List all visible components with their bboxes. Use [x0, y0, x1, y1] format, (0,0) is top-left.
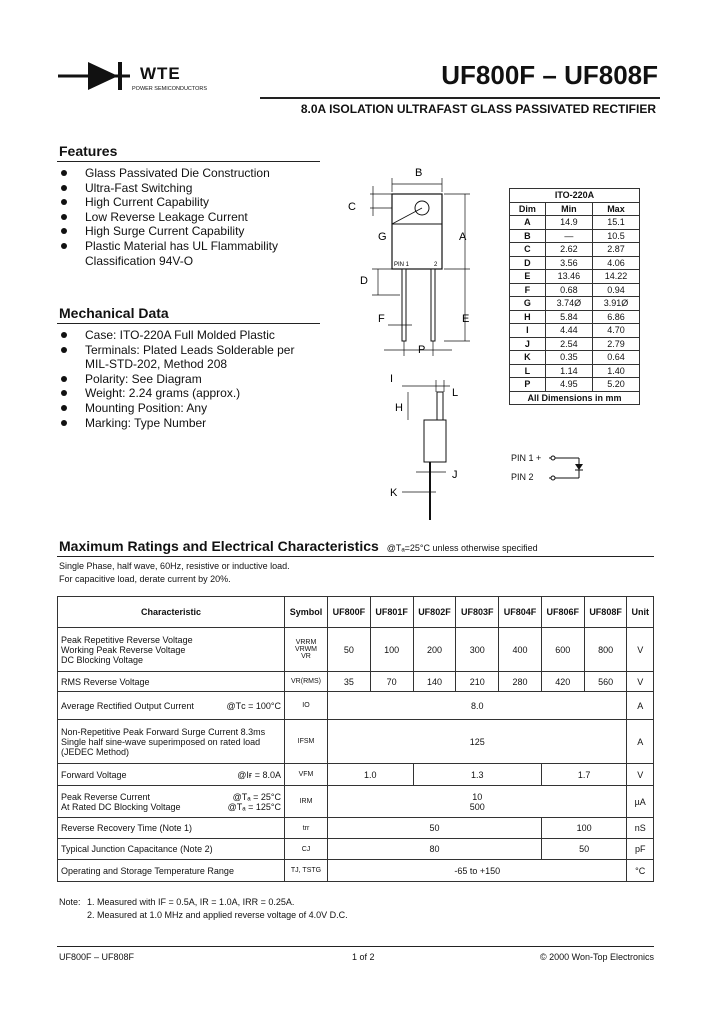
table-row	[58, 839, 654, 860]
cell: 2.87	[592, 243, 639, 257]
header-rule	[260, 97, 660, 99]
table-row	[510, 351, 640, 365]
cell: 3.56	[545, 256, 592, 270]
cell: 2.62	[545, 243, 592, 257]
cell: µA	[627, 786, 654, 818]
list-item: Glass Passivated Die Construction	[59, 166, 319, 181]
cell: V	[627, 672, 654, 692]
cell: H	[510, 310, 546, 324]
footer-rule	[57, 946, 654, 947]
cell: IO	[285, 692, 328, 720]
dim-label-c: C	[348, 201, 356, 213]
table-row	[510, 229, 640, 243]
table-row	[58, 860, 654, 882]
cell: VR(RMS)	[285, 672, 328, 692]
cell: 15.1	[592, 216, 639, 230]
cell: Operating and Storage Temperature Range	[58, 860, 285, 882]
cell: 5.20	[592, 378, 639, 392]
notes-label: Note:	[59, 897, 81, 907]
dim-label-e: E	[462, 313, 470, 325]
cell: —	[545, 229, 592, 243]
cell: VRWM	[294, 646, 318, 653]
table-row	[510, 283, 640, 297]
pin2-label: PIN 2	[511, 472, 534, 482]
pin-text: PIN 1	[394, 262, 410, 268]
cell: Peak Reverse Current	[61, 791, 151, 802]
cell: 210	[456, 672, 499, 692]
ratings-title	[59, 538, 538, 554]
cell: E	[510, 270, 546, 284]
dim-label-h: H	[395, 402, 403, 414]
column-header: UF808F	[584, 597, 627, 628]
table-row	[510, 378, 640, 392]
cell: 50	[541, 839, 627, 860]
cell: 100	[541, 818, 627, 839]
cell: VR	[301, 653, 311, 660]
cell: 1.0	[328, 764, 414, 786]
list-item: Plastic Material has UL Flammability Classification 94V-O	[59, 239, 295, 268]
cell: @Tₐ = 125°C	[227, 801, 281, 812]
cell: VRRM	[295, 639, 317, 646]
list-item: Ultra-Fast Switching	[59, 181, 319, 196]
cell: At Rated DC Blocking Voltage	[61, 801, 181, 812]
table-row	[58, 672, 654, 692]
cell: P	[510, 378, 546, 392]
list-item: High Surge Current Capability	[59, 224, 319, 239]
list-item: Weight: 2.24 grams (approx.)	[59, 386, 319, 401]
cell: 13.46	[545, 270, 592, 284]
cell: 125	[328, 720, 627, 764]
cell: 2.54	[545, 337, 592, 351]
cell: 50	[328, 628, 371, 672]
cell: F	[510, 283, 546, 297]
cell: 800	[584, 628, 627, 672]
cell: 10	[472, 791, 483, 802]
cell: Reverse Recovery Time (Note 1)	[58, 818, 285, 839]
cell: 500	[469, 801, 485, 812]
cell: G	[510, 297, 546, 311]
cell: Forward Voltage	[61, 769, 127, 780]
cell: A	[627, 692, 654, 720]
cell: trr	[285, 818, 328, 839]
footer-left: UF800F – UF808F	[59, 952, 135, 962]
cell: 600	[541, 628, 584, 672]
list-item: Marking: Type Number	[59, 416, 319, 431]
table-header: ITO-220A	[510, 189, 640, 203]
cell: V	[627, 764, 654, 786]
side-view-tab	[437, 392, 443, 420]
table-row	[58, 786, 654, 818]
cell: 100	[370, 628, 413, 672]
table-row	[58, 597, 654, 628]
cell: 300	[456, 628, 499, 672]
cell: 4.44	[545, 324, 592, 338]
dim-label-b: B	[415, 167, 423, 179]
cell: RMS Reverse Voltage	[58, 672, 285, 692]
dim-label-f: F	[378, 313, 385, 325]
logo-subtext: POWER SEMICONDUCTORS	[132, 86, 208, 92]
cell: D	[510, 256, 546, 270]
cell: 0.94	[592, 283, 639, 297]
table-row	[58, 764, 654, 786]
cell: 280	[499, 672, 542, 692]
logo	[58, 56, 218, 96]
table-row	[510, 297, 640, 311]
cell: J	[510, 337, 546, 351]
cell: Non-Repetitive Peak Forward Surge Current 8.3ms	[61, 726, 266, 737]
list-item: Mounting Position: Any	[59, 401, 319, 416]
notes	[59, 896, 348, 922]
dim-label-p: P	[418, 344, 426, 356]
cell: 1.40	[592, 364, 639, 378]
dim-label-l: L	[452, 387, 459, 399]
cell: 400	[499, 628, 542, 672]
column-header: Symbol	[285, 597, 328, 628]
cell: Single half sine-wave superimposed on rated load	[61, 736, 261, 747]
table-row	[510, 324, 640, 338]
cell: 14.22	[592, 270, 639, 284]
dim-label-i: I	[390, 373, 394, 385]
table-row	[510, 256, 640, 270]
cell: 1.3	[413, 764, 541, 786]
cell: 0.68	[545, 283, 592, 297]
dim-label-j: J	[452, 469, 458, 481]
logo-text: WTE	[140, 64, 181, 83]
cell: A	[510, 216, 546, 230]
mechanical-list	[59, 328, 319, 430]
cell: Average Rectified Output Current	[61, 700, 194, 711]
cell: 3.91Ø	[592, 297, 639, 311]
mechanical-rule	[57, 323, 320, 324]
cell: IRM	[285, 786, 328, 818]
pin-diode-icon	[549, 450, 591, 486]
column-header: UF804F	[499, 597, 542, 628]
cell: nS	[627, 818, 654, 839]
column-header: UF801F	[370, 597, 413, 628]
cell: 10.5	[592, 229, 639, 243]
features-rule	[57, 161, 320, 162]
list-item: Case: ITO-220A Full Molded Plastic	[59, 328, 319, 343]
pin1-label: PIN 1 +	[511, 453, 542, 463]
cell: 140	[413, 672, 456, 692]
ratings-note-2: For capacitive load, derate current by 20%.	[59, 574, 231, 584]
cell: Working Peak Reverse Voltage	[61, 644, 186, 655]
cell: pF	[627, 839, 654, 860]
cell: 3.74Ø	[545, 297, 592, 311]
table-row	[58, 628, 654, 672]
cell: TJ, TSTG	[285, 860, 328, 882]
table-row	[510, 337, 640, 351]
column-header: UF803F	[456, 597, 499, 628]
cell: Typical Junction Capacitance (Note 2)	[58, 839, 285, 860]
footer-page-number: 1 of 2	[352, 952, 375, 962]
cell: I	[510, 324, 546, 338]
column-header: Dim	[510, 202, 546, 216]
note-2: 2. Measured at 1.0 MHz and applied reverse voltage of 4.0V D.C.	[87, 910, 348, 920]
dim-label-a: A	[459, 231, 467, 243]
pin-two-text: 2	[434, 262, 438, 268]
side-view-body	[424, 420, 446, 462]
column-header: Min	[545, 202, 592, 216]
cell: 50	[328, 818, 542, 839]
table-row	[510, 216, 640, 230]
column-header: UF802F	[413, 597, 456, 628]
cell: 200	[413, 628, 456, 672]
ratings-title-text: Maximum Ratings and Electrical Characteristics	[59, 538, 379, 554]
dim-label-k: K	[390, 487, 398, 499]
dim-label-d: D	[360, 275, 368, 287]
list-item: Polarity: See Diagram	[59, 372, 319, 387]
cell: 4.95	[545, 378, 592, 392]
dim-label-g: G	[378, 231, 387, 243]
list-item: High Current Capability	[59, 195, 319, 210]
table-row	[510, 364, 640, 378]
cell: (JEDEC Method)	[61, 746, 130, 757]
cell: 70	[370, 672, 413, 692]
cell: 8.0	[328, 692, 627, 720]
table-row	[510, 310, 640, 324]
cell: Peak Repetitive Reverse Voltage	[61, 634, 193, 645]
cell: -65 to +150	[328, 860, 627, 882]
cell: 560	[584, 672, 627, 692]
table-row	[58, 818, 654, 839]
part-title: UF800F – UF808F	[441, 60, 658, 90]
cell: 4.70	[592, 324, 639, 338]
cell: C	[510, 243, 546, 257]
cell: 2.79	[592, 337, 639, 351]
dimensions-table	[509, 188, 640, 405]
cell: 5.84	[545, 310, 592, 324]
cell: 35	[328, 672, 371, 692]
list-item: Terminals: Plated Leads Solderable per MIL-STD-202, Method 208	[59, 343, 300, 372]
cell: 4.06	[592, 256, 639, 270]
cell: L	[510, 364, 546, 378]
column-header: Max	[592, 202, 639, 216]
pin-diagram	[511, 450, 591, 490]
note-1: 1. Measured with IF = 0.5A, IR = 1.0A, IRR = 0.25A.	[87, 897, 295, 907]
column-header: UF806F	[541, 597, 584, 628]
cell: @Tₐ = 25°C	[232, 791, 281, 802]
column-header: UF800F	[328, 597, 371, 628]
table-footer: All Dimensions in mm	[510, 391, 640, 405]
table-row	[510, 243, 640, 257]
table-row	[58, 720, 654, 764]
ratings-rule	[57, 556, 654, 557]
cell: 14.9	[545, 216, 592, 230]
cell: IFSM	[285, 720, 328, 764]
cell: 80	[328, 839, 542, 860]
cell: 0.35	[545, 351, 592, 365]
mechanical-title: Mechanical Data	[59, 305, 169, 321]
table-row	[58, 692, 654, 720]
features-title: Features	[59, 143, 118, 159]
cell: 0.64	[592, 351, 639, 365]
cell: 6.86	[592, 310, 639, 324]
cell: DC Blocking Voltage	[61, 654, 144, 665]
cell: CJ	[285, 839, 328, 860]
list-item: Low Reverse Leakage Current	[59, 210, 319, 225]
cell: A	[627, 720, 654, 764]
cell: 1.7	[541, 764, 627, 786]
footer-copyright: © 2000 Won-Top Electronics	[539, 952, 654, 962]
ratings-condition: @Tₐ=25°C unless otherwise specified	[386, 543, 538, 553]
column-header: Unit	[627, 597, 654, 628]
cell: @Iғ = 8.0A	[237, 769, 281, 780]
cell: 1.14	[545, 364, 592, 378]
ratings-table	[57, 596, 654, 882]
features-list	[59, 166, 319, 268]
table-row	[510, 270, 640, 284]
column-header: Characteristic	[58, 597, 285, 628]
cell: 420	[541, 672, 584, 692]
page-subtitle: 8.0A ISOLATION ULTRAFAST GLASS PASSIVATED RECTIFIER	[300, 102, 656, 116]
cell: @Tᴄ = 100°C	[226, 700, 281, 711]
package-diagram	[340, 160, 510, 525]
cell: °C	[627, 860, 654, 882]
cell: V	[627, 628, 654, 672]
cell: K	[510, 351, 546, 365]
cell: B	[510, 229, 546, 243]
ratings-note-1: Single Phase, half wave, 60Hz, resistive or inductive load.	[59, 561, 290, 571]
cell: VFM	[285, 764, 328, 786]
